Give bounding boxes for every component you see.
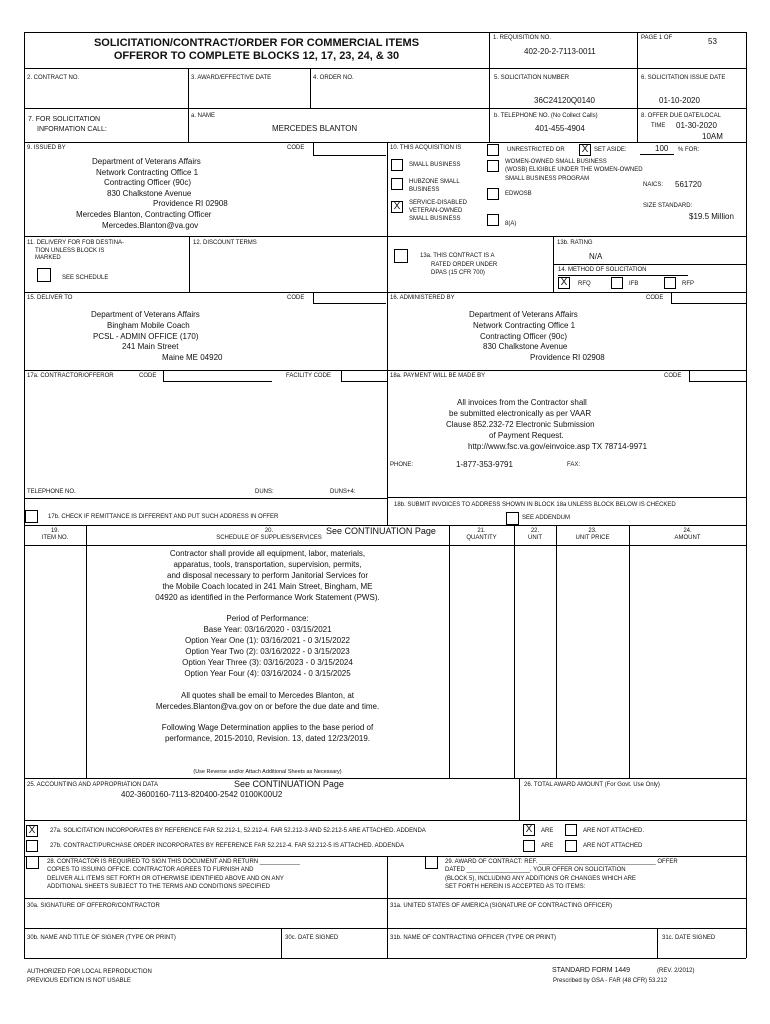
supplies-header: 20. SCHEDULE OF SUPPLIES/SERVICES xyxy=(216,528,322,541)
rfp-checkbox[interactable] xyxy=(664,277,676,289)
see-schedule-checkbox[interactable] xyxy=(37,268,51,282)
small-business-checkbox[interactable] xyxy=(391,159,403,171)
edwosb-label: EDWOSB xyxy=(505,191,532,197)
clause-27b-checkbox[interactable] xyxy=(26,840,38,852)
rfq-label: RFQ xyxy=(578,281,591,287)
small-business-label: SMALL BUSINESS xyxy=(409,162,461,168)
wosb-checkbox[interactable] xyxy=(487,160,499,172)
duns-label: DUNS: xyxy=(255,489,274,495)
sdvosb-checkbox[interactable]: X xyxy=(391,201,403,213)
solicitation-method-label: 14. METHOD OF SOLICITATION xyxy=(558,267,647,273)
issue-date-label: 6. SOLICITATION ISSUE DATE xyxy=(641,75,726,81)
percent-for-label: % FOR: xyxy=(678,147,700,153)
page-label: PAGE 1 OF xyxy=(641,35,673,41)
clause-27a-label: 27a. SOLICITATION INCORPORATES BY REFERENCE FAR 52.212-1, 52.212-4. FAR 52.212-3 AND 52.212-5 ARE ATTACHED. ADDENDA xyxy=(50,828,426,834)
signer-name-label: 30b. NAME AND TITLE OF SIGNER (TYPE OR PRINT) xyxy=(27,935,176,941)
size-standard-label: SIZE STANDARD: xyxy=(643,203,693,209)
officer-date-label: 31c. DATE SIGNED xyxy=(662,935,716,941)
description-line: Option Year Four (4): 03/16/2024 - 0 3/15/2025 xyxy=(184,668,351,678)
description-line: Base Year: 03/16/2020 - 03/15/2021 xyxy=(203,625,332,635)
payment-by-label: 18a. PAYMENT WILL BE MADE BY xyxy=(390,373,486,379)
addenda-27a-are-not-checkbox[interactable] xyxy=(565,824,577,836)
contractor-code-label: CODE xyxy=(139,373,157,379)
unit-price-header: 23. UNIT PRICE xyxy=(575,528,610,541)
rated-order-label: 13a. THIS CONTRACT IS A RATED ORDER UNDER DPAS (15 CFR 700) xyxy=(420,253,498,276)
officer-name-label: 31b. NAME OF CONTRACTING OFFICER (TYPE OR PRINT) xyxy=(390,935,557,941)
schedule-description xyxy=(86,549,449,745)
officer-signature-field[interactable] xyxy=(392,911,742,927)
administered-by-code-label: CODE xyxy=(646,295,664,301)
payment-phone-value[interactable]: 1-877-353-9791 xyxy=(456,460,513,469)
naics-label: NAICS: xyxy=(643,182,664,188)
info-name-label: a. NAME xyxy=(191,113,216,119)
issued-by-code-field[interactable] xyxy=(313,143,386,156)
description-line: performance, 2015-2010, Revision. 13, dated 12/23/2019. xyxy=(164,734,371,744)
eight-a-label: 8(A) xyxy=(505,221,517,227)
payment-phone-label: PHONE: xyxy=(390,462,414,468)
clause-27b-label: 27b. CONTRACT/PURCHASE ORDER INCORPORATES BY REFERENCE FAR 52.212-4. FAR 52.212-5 IS ATTACHED. ADDENDA xyxy=(50,843,404,849)
unrestricted-checkbox[interactable] xyxy=(487,144,499,156)
administered-by-code-field[interactable] xyxy=(671,293,746,304)
acquisition-label: 10. THIS ACQUISITION IS xyxy=(390,145,462,151)
see-continuation-accounting: See CONTINUATION Page xyxy=(234,779,344,789)
description-line: 04920 as identified in the Performance Work Statement (PWS). xyxy=(155,592,380,602)
description-line: and disposal necessary to perform Janitorial Services for xyxy=(167,570,368,580)
duns4-label: DUNS+4: xyxy=(330,489,356,495)
description-line xyxy=(86,604,449,615)
contractor-telephone-label: TELEPHONE NO. xyxy=(27,489,76,495)
info-phone-value[interactable]: 401-455-4904 xyxy=(535,124,585,133)
award-date-label: 3. AWARD/EFFECTIVE DATE xyxy=(191,75,272,81)
deliver-to-code-label: CODE xyxy=(287,295,305,301)
description-line: Contractor shall provide all equipment, labor, materials, xyxy=(169,549,366,558)
payment-instructions: All invoices from the Contractor shall be submitted electronically as per VAAR Clause 852.232-72 Electronic Submission of Payment Request. http://www.fsc.va.gov/einvoice.asp TX 78714-9971 xyxy=(446,398,648,451)
description-line: All quotes shall be email to Mercedes Blanton, at xyxy=(181,690,354,700)
offeror-date-label: 30c. DATE SIGNED xyxy=(285,935,339,941)
officer-signature-label: 31a. UNITED STATES OF AMERICA (SIGNATURE OF CONTRACTING OFFICER) xyxy=(390,903,613,909)
set-aside-percent[interactable]: 100 xyxy=(655,144,669,153)
set-aside-label: SET ASIDE: xyxy=(594,147,627,153)
contractor-label: 17a. CONTRACTOR/OFFEROR xyxy=(27,373,114,379)
rating-value[interactable]: N/A xyxy=(589,252,603,261)
offer-due-date[interactable]: 01-30-2020 xyxy=(676,121,717,130)
award-checkbox[interactable] xyxy=(425,856,438,869)
rating-label: 13b. RATING xyxy=(557,240,593,246)
see-schedule-label: SEE SCHEDULE xyxy=(62,275,109,281)
quantity-header: 21. QUANTITY xyxy=(466,528,497,541)
payment-by-code-field[interactable] xyxy=(689,371,746,382)
ifb-label: IFB xyxy=(629,281,639,287)
offer-due-time[interactable]: 10AM xyxy=(702,132,723,141)
facility-code-field[interactable] xyxy=(341,371,387,382)
unrestricted-label: UNRESTRICTED OR xyxy=(507,147,565,153)
form-prescribed-by: Prescribed by GSA - FAR (48 CFR) 53.212 xyxy=(553,978,668,984)
clause-27a-checkbox[interactable]: X xyxy=(26,825,38,837)
requisition-no-label: 1. REQUISITION NO. xyxy=(493,35,552,41)
description-line: Period of Performance: xyxy=(226,614,309,624)
ifb-checkbox[interactable] xyxy=(611,277,623,289)
set-aside-checkbox[interactable]: X xyxy=(579,144,591,156)
sdvosb-label: SERVICE-DISABLED VETERAN-OWNED SMALL BUSINESS xyxy=(409,200,467,222)
solicitation-number-value[interactable]: 36C24120Q0140 xyxy=(534,96,595,105)
description-line: apparatus, tools, transportation, supervision, permits, xyxy=(173,559,362,569)
contractor-code-field[interactable] xyxy=(163,371,272,382)
size-standard-value[interactable]: $19.5 Million xyxy=(689,212,734,221)
payment-by-code-label: CODE xyxy=(664,373,682,379)
facility-code-label: FACILITY CODE xyxy=(286,373,331,379)
description-line xyxy=(86,713,449,724)
reverse-note: (Use Reverse and/or Attach Additional Sheets as Necessary) xyxy=(193,769,342,775)
solicitation-info-label: 7. FOR SOLICITATION INFORMATION CALL: xyxy=(28,116,107,133)
deliver-to-address: Department of Veterans Affairs Bingham Mobile Coach PCSL - ADMIN OFFICE (170) 241 Main Street Maine ME 04920 xyxy=(91,310,223,363)
offeror-signature-label: 30a. SIGNATURE OF OFFEROR/CONTRACTOR xyxy=(27,903,160,909)
description-line: Mercedes.Blanton@va.gov on or before the due date and time. xyxy=(155,701,380,711)
hubzone-checkbox[interactable] xyxy=(391,178,403,190)
see-addendum-label: SEE ADDENDUM xyxy=(522,515,571,521)
form-title xyxy=(24,37,489,63)
addenda-27b-are-label: ARE xyxy=(541,843,554,849)
discount-terms-label: 12. DISCOUNT TERMS xyxy=(193,240,257,246)
rfp-label: RFP xyxy=(682,281,694,287)
issued-by-code-label: CODE xyxy=(287,145,305,151)
amount-header: 24. AMOUNT xyxy=(674,528,701,541)
addenda-27b-are-checkbox[interactable] xyxy=(523,840,535,852)
order-no-label: 4. ORDER NO. xyxy=(313,75,354,81)
administered-by-label: 16. ADMINISTERED BY xyxy=(390,295,455,301)
contractor-sign-terms: 28. CONTRACTOR IS REQUIRED TO SIGN THIS DOCUMENT AND RETURN ____________ COPIES TO ISSUING OFFICE. CONTRACTOR AGREES TO FURNISH AND DELIVER ALL ITEMS SET FORTH OR OTHERWISE IDENTIFIED ABOVE AND ON ANY ADDITIONAL SHEETS SUBJECT TO THE TERMS AND CONDITIONS SPECIFIED xyxy=(47,859,300,890)
description-line: Option Year Three (3): 03/16/2023 - 0 3/15/2024 xyxy=(182,658,353,668)
rfq-checkbox[interactable]: X xyxy=(558,277,570,289)
description-line: Option Year One (1): 03/16/2021 - 0 3/15/2022 xyxy=(184,636,350,646)
offeror-signature-field[interactable] xyxy=(30,911,380,927)
remittance-checkbox[interactable] xyxy=(25,510,38,523)
info-phone-label: b. TELEPHONE NO. (No Collect Calls) xyxy=(494,113,598,119)
item-no-header: 19. ITEM NO. xyxy=(41,528,69,541)
award-terms: 29. AWARD OF CONTRACT: REF. ___________________________________ OFFER DATED ___________________. YOUR OFFER ON SOLICITATION (BLOCK 5), INCLUDING ANY ADDITIONS OR CHANGES WHICH ARE SET FORTH HEREIN IS ACCEPTED AS TO ITEMS: xyxy=(445,859,678,890)
form-title-line2: OFFEROR TO COMPLETE BLOCKS 12, 17, 23, 24, & 30 xyxy=(113,50,400,62)
info-name-value[interactable]: MERCEDES BLANTON xyxy=(272,124,358,133)
solicitation-number-label: 5. SOLICITATION NUMBER xyxy=(494,75,570,81)
description-line: Following Wage Determination applies to the base period of xyxy=(161,723,374,733)
eight-a-checkbox[interactable] xyxy=(487,214,499,226)
see-continuation-schedule: See CONTINUATION Page xyxy=(326,526,436,536)
page-count: 53 xyxy=(708,37,717,46)
form-title-line1: SOLICITATION/CONTRACT/ORDER FOR COMMERCIAL ITEMS xyxy=(93,37,420,49)
deliver-to-label: 15. DELIVER TO xyxy=(27,295,73,301)
hubzone-label: HUBZONE SMALL BUSINESS xyxy=(409,179,460,193)
edwosb-checkbox[interactable] xyxy=(487,188,499,200)
deliver-to-code-field[interactable] xyxy=(313,293,386,304)
addenda-27a-are-label: ARE xyxy=(541,828,554,834)
administered-by-address: Department of Veterans Affairs Network Contracting Office 1 Contracting Officer (90c) 830 Chalkstone Avenue Providence RI 02908 xyxy=(469,310,605,363)
accounting-data-value[interactable]: 402-3600160-7113-820400-2542 0100K00U2 xyxy=(121,790,283,799)
addenda-27a-are-checkbox[interactable]: X xyxy=(523,824,535,836)
requisition-no-value[interactable]: 402-20-2-7113-0011 xyxy=(524,47,596,56)
contractor-sign-checkbox[interactable] xyxy=(26,856,39,869)
offer-due-label: 8. OFFER DUE DATE/LOCAL xyxy=(641,113,721,119)
delivery-fob-label: 11. DELIVERY FOR FOB DESTINA- TION UNLESS BLOCK IS MARKED xyxy=(27,240,125,261)
addenda-27b-are-not-checkbox[interactable] xyxy=(565,840,577,852)
offer-due-time-label: TIME xyxy=(651,123,666,129)
addenda-27b-are-not-label: ARE NOT ATTACHED xyxy=(583,843,643,849)
description-line xyxy=(86,680,449,691)
issued-by-label: 9. ISSUED BY xyxy=(27,145,66,151)
payment-fax-label: FAX: xyxy=(567,462,581,468)
remittance-label: 17b. CHECK IF REMITTANCE IS DIFFERENT AND PUT SUCH ADDRESS IN OFFER xyxy=(48,514,279,520)
total-award-label: 26. TOTAL AWARD AMOUNT (For Govt. Use Only) xyxy=(524,782,660,788)
issue-date-value[interactable]: 01-10-2020 xyxy=(659,96,700,105)
naics-value[interactable]: 561720 xyxy=(675,180,702,189)
addenda-27a-are-not-label: ARE NOT ATTACHED. xyxy=(583,828,645,834)
footer-reproduction-note: AUTHORIZED FOR LOCAL REPRODUCTION PREVIOUS EDITION IS NOT USABLE xyxy=(27,969,152,984)
standard-form-number: STANDARD FORM 1449 xyxy=(552,967,631,974)
wosb-label: WOMEN-OWNED SMALL BUSINESS (WOSB) ELIGIBLE UNDER THE WOMEN-OWNED SMALL BUSINESS PROGRAM xyxy=(505,159,643,182)
submit-invoices-label: 18b. SUBMIT INVOICES TO ADDRESS SHOWN IN BLOCK 18a UNLESS BLOCK BELOW IS CHECKED xyxy=(394,502,676,508)
description-line: Option Year Two (2): 03/16/2022 - 0 3/15/2023 xyxy=(185,647,350,657)
issued-by-address: Department of Veterans Affairs Network Contracting Office 1 Contracting Officer (90c) 830 Chalkstone Avenue Providence RI 02908 Mercedes Blanton, Contracting Officer Mercedes.Blanton@va.gov xyxy=(76,157,228,230)
unit-header: 22. UNIT xyxy=(528,528,542,541)
accounting-data-label: 25. ACCOUNTING AND APPROPRIATION DATA xyxy=(27,782,159,788)
contract-no-label: 2. CONTRACT NO. xyxy=(27,75,80,81)
form-revision: (REV. 2/2012) xyxy=(657,968,695,974)
see-addendum-checkbox[interactable] xyxy=(506,512,519,525)
rated-order-checkbox[interactable] xyxy=(394,249,408,263)
description-line: the Mobile Coach located in 241 Main Street, Bingham, ME xyxy=(162,581,373,591)
